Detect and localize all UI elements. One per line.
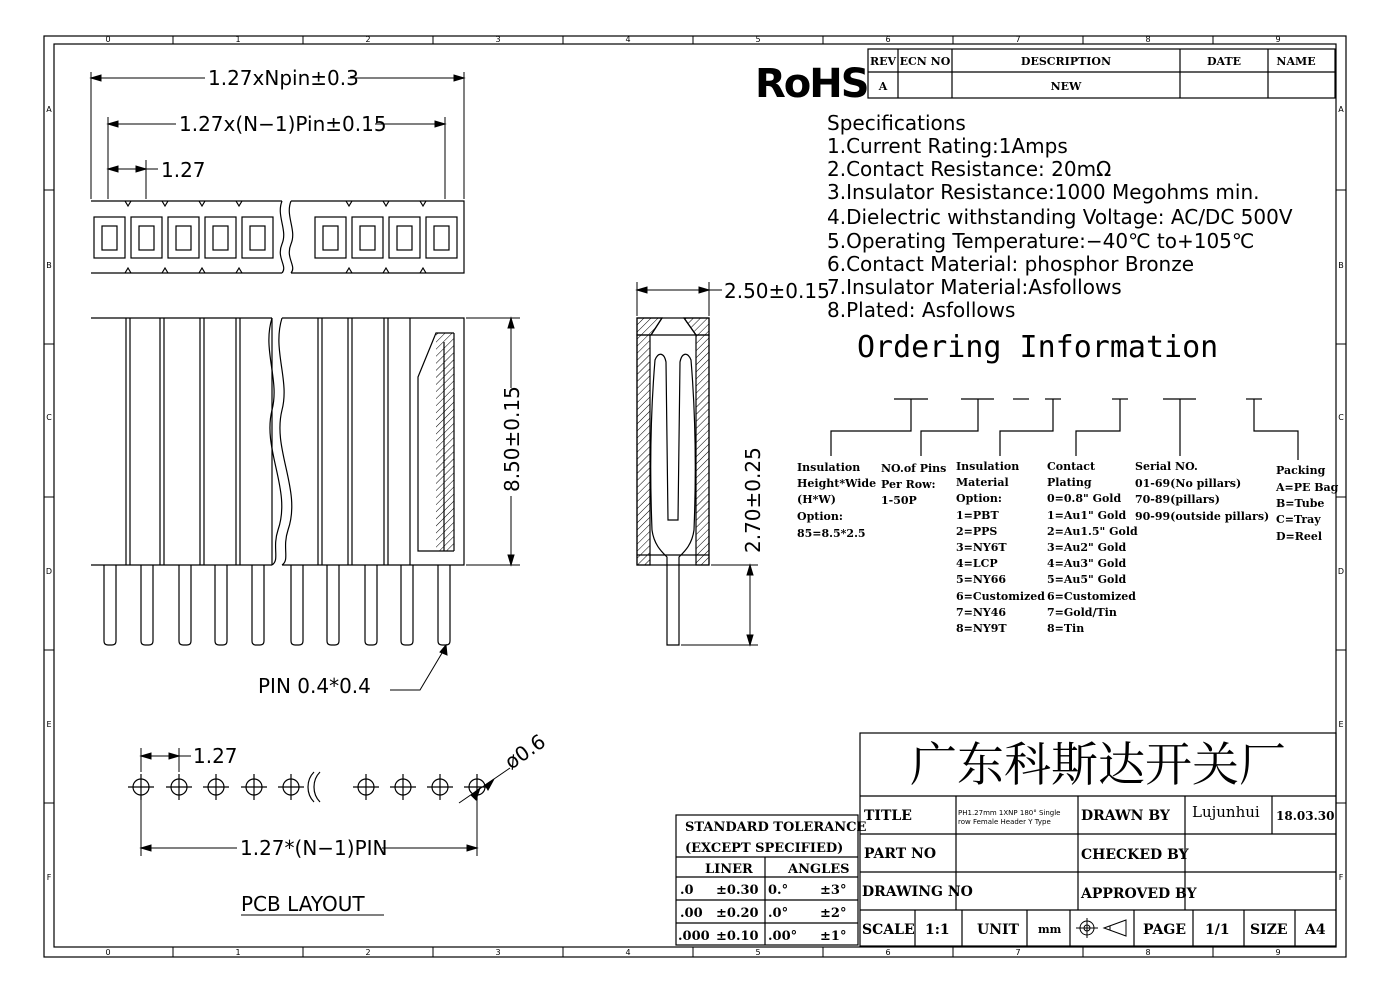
zone-marker: B (1338, 261, 1344, 270)
svg-text:7=NY46: 7=NY46 (956, 606, 1007, 619)
pin-cavity-inner (323, 226, 338, 250)
zone-marker: A (1338, 105, 1344, 114)
svg-text:Packing: Packing (1276, 464, 1326, 477)
spec-item: 1.Current Rating:1Amps (827, 134, 1068, 158)
ordering-leaders (831, 399, 1298, 460)
tolerance-decimal: .000 (678, 929, 710, 944)
specifications-heading: Specifications (827, 111, 966, 135)
hole-diameter-dimension: ø0.6 (500, 729, 550, 775)
company-name: 广东科斯达开关厂 (910, 738, 1286, 793)
pin-cavity-inner (213, 226, 228, 250)
svg-text:C=Tray: C=Tray (1276, 513, 1321, 526)
svg-text:Per Row:: Per Row: (881, 478, 936, 491)
pcb-layout (128, 772, 490, 802)
notch (162, 268, 168, 273)
zone-marker: E (1338, 720, 1344, 729)
zone-marker: C (1338, 413, 1344, 422)
notch (420, 201, 426, 206)
svg-text:NO.of Pins: NO.of Pins (881, 462, 947, 475)
zone-marker: E (46, 720, 52, 729)
title-value: PH1.27mm 1XNP 180° Single (958, 809, 1061, 817)
svg-text:0=0.8" Gold: 0=0.8" Gold (1047, 492, 1122, 505)
svg-text:Option:: Option: (956, 492, 1002, 505)
projection-symbol-icon (1076, 918, 1126, 938)
zone-marker: D (45, 567, 53, 576)
svg-text:4=LCP: 4=LCP (956, 557, 998, 570)
zone-marker: 1 (235, 948, 241, 957)
zone-marker: 2 (365, 35, 371, 44)
zone-marker: 7 (1015, 948, 1021, 957)
pin-cavity (389, 217, 420, 258)
title-label: TITLE (864, 808, 912, 824)
tolerance-angle: ±2° (820, 906, 847, 921)
pitch-total-dimension: 1.27x(N−1)Pin±0.15 (179, 112, 387, 136)
pin-cavity (352, 217, 383, 258)
pin-cavity (426, 217, 457, 258)
svg-text:4=Au3" Gold: 4=Au3" Gold (1047, 557, 1127, 570)
svg-text:70-89(pillars): 70-89(pillars) (1135, 493, 1220, 506)
pin-cavity-inner (397, 226, 412, 250)
pin-cavity-inner (360, 226, 375, 250)
pin-callout-leader (390, 645, 447, 690)
tolerance-title: STANDARD TOLERANCE (685, 820, 867, 835)
checked-by-label: CHECKED BY (1081, 847, 1189, 863)
svg-text:1=PBT: 1=PBT (956, 509, 999, 522)
tolerance-liner: ±0.20 (716, 906, 759, 921)
date-header: DATE (1206, 55, 1242, 68)
svg-text:01-69(No pillars): 01-69(No pillars) (1135, 477, 1242, 490)
spec-item: 6.Contact Material: phosphor Bronze (827, 252, 1195, 276)
svg-text:85=8.5*2.5: 85=8.5*2.5 (797, 527, 866, 540)
pin-cavity-inner (139, 226, 154, 250)
zone-marker: 4 (625, 35, 631, 44)
notch (236, 201, 242, 206)
zone-marker: 5 (755, 35, 761, 44)
pin (401, 565, 413, 645)
pin-cavity (205, 217, 236, 258)
zone-marker: 0 (105, 35, 111, 44)
svg-text:3=Au2" Gold: 3=Au2" Gold (1047, 541, 1127, 554)
pin-cavity (168, 217, 199, 258)
svg-text:Height*Wide: Height*Wide (797, 477, 877, 490)
svg-text:A=PE Bag: A=PE Bag (1276, 481, 1339, 494)
width-dimension: 2.50±0.15 (724, 279, 830, 303)
front-view (91, 318, 464, 645)
description-value: NEW (1050, 80, 1082, 93)
tolerance-angle-decimal: .00° (768, 929, 798, 944)
specifications-block (827, 111, 1293, 322)
svg-text:90-99(outside pillars): 90-99(outside pillars) (1135, 510, 1270, 523)
svg-text:B=Tube: B=Tube (1276, 497, 1325, 510)
size-value: A4 (1305, 922, 1326, 938)
tolerance-angle: ±1° (820, 929, 847, 944)
zone-marker: 0 (105, 948, 111, 957)
svg-text:Plating: Plating (1047, 476, 1092, 489)
pin (327, 565, 339, 645)
svg-text:6=Customized: 6=Customized (956, 590, 1045, 603)
size-label: SIZE (1250, 922, 1288, 938)
spec-item: 7.Insulator Material:Asfollows (827, 275, 1122, 299)
unit-value: mm (1038, 923, 1062, 936)
pin-cavity (242, 217, 273, 258)
spec-item: 8.Plated: Asfollows (827, 298, 1016, 322)
pin-cavity (131, 217, 162, 258)
pin-cavity (315, 217, 346, 258)
zone-marker: 8 (1145, 948, 1151, 957)
page-value: 1/1 (1205, 922, 1230, 938)
zone-marker: D (1337, 567, 1345, 576)
pin-size-dimension: PIN 0.4*0.4 (258, 674, 371, 698)
svg-text:Serial NO.: Serial NO. (1135, 460, 1198, 473)
svg-text:5=NY66: 5=NY66 (956, 573, 1007, 586)
notch (199, 268, 205, 273)
pin-cavity-inner (176, 226, 191, 250)
svg-text:(H*W): (H*W) (797, 493, 836, 506)
packing-option (1275, 464, 1339, 543)
zone-marker: 3 (495, 948, 501, 957)
insulation-height-option (797, 461, 876, 540)
date-value: 18.03.30 (1276, 809, 1335, 823)
revision-table (868, 49, 1335, 98)
title-value: row Female Header Y Type (958, 818, 1051, 826)
spec-item: 2.Contact Resistance: 20mΩ (827, 157, 1112, 181)
pin (179, 565, 191, 645)
svg-text:Option:: Option: (797, 510, 843, 523)
zone-marker: C (46, 413, 52, 422)
liner-header: LINER (705, 862, 753, 877)
tolerance-decimal: .0 (680, 883, 694, 898)
spec-item: 5.Operating Temperature:−40℃ to+105℃ (827, 229, 1255, 253)
notch (199, 201, 205, 206)
page-label: PAGE (1143, 922, 1186, 938)
pin (365, 565, 377, 645)
tolerance-subtitle: (EXCEPT SPECIFIED) (685, 841, 844, 856)
ordering-options (797, 460, 1339, 635)
svg-text:8=NY9T: 8=NY9T (956, 622, 1007, 635)
notch (346, 268, 352, 273)
angles-header: ANGLES (788, 862, 850, 877)
notch (125, 201, 131, 206)
body-height-dimension: 8.50±0.15 (500, 386, 524, 492)
zone-marker: 7 (1015, 35, 1021, 44)
pcb-pitch-dimension: 1.27 (193, 744, 238, 768)
zone-marker: F (46, 873, 52, 882)
svg-text:2=PPS: 2=PPS (956, 525, 998, 538)
notch (236, 268, 242, 273)
pin (252, 565, 264, 645)
pins-per-row-option (881, 462, 946, 507)
ecn-header: ECN NO (899, 55, 951, 68)
spec-item: 4.Dielectric withstanding Voltage: AC/DC 500V (827, 205, 1293, 229)
pin-cavity-inner (102, 226, 117, 250)
tolerance-angle-decimal: .0° (768, 906, 789, 921)
tolerance-decimal: .00 (680, 906, 703, 921)
zone-marker: 6 (885, 35, 891, 44)
contact-plating-option (1047, 460, 1138, 635)
pcb-pitch-total-dimension: 1.27*(N−1)PIN (240, 836, 388, 860)
title-block (860, 733, 1336, 946)
scale-label: SCALE (862, 922, 915, 938)
rohs-mark: RoHS (755, 61, 868, 107)
zone-marker: 3 (495, 35, 501, 44)
drawn-by-label: DRAWN BY (1081, 808, 1170, 824)
svg-text:1-50P: 1-50P (881, 494, 917, 507)
svg-text:Material: Material (956, 476, 1009, 489)
pcb-dimension-lines (141, 748, 510, 915)
tolerance-liner: ±0.30 (716, 883, 759, 898)
approved-by-label: APPROVED BY (1081, 886, 1197, 902)
tolerance-angle: ±3° (820, 883, 847, 898)
svg-text:2=Au1.5" Gold: 2=Au1.5" Gold (1047, 525, 1138, 538)
unit-label: UNIT (977, 922, 1019, 938)
svg-text:6=Customized: 6=Customized (1047, 590, 1136, 603)
zone-marker: 6 (885, 948, 891, 957)
zone-marker: 5 (755, 948, 761, 957)
pcb-layout-label: PCB LAYOUT (241, 892, 365, 916)
svg-text:3=NY6T: 3=NY6T (956, 541, 1007, 554)
svg-text:1=Au1" Gold: 1=Au1" Gold (1047, 509, 1127, 522)
name-header: NAME (1276, 55, 1316, 68)
zone-marker: 9 (1275, 35, 1281, 44)
pitch-dimension: 1.27 (161, 158, 206, 182)
svg-text:7=Gold/Tin: 7=Gold/Tin (1047, 606, 1117, 619)
zone-marker: 4 (625, 948, 631, 957)
tolerance-liner: ±0.10 (716, 929, 759, 944)
pin (438, 565, 450, 645)
zone-marker: 1 (235, 35, 241, 44)
zone-marker: 2 (365, 948, 371, 957)
pin-length-dimension: 2.70±0.25 (741, 447, 765, 553)
zone-marker: 8 (1145, 35, 1151, 44)
pin (104, 565, 116, 645)
svg-text:5=Au5" Gold: 5=Au5" Gold (1047, 573, 1127, 586)
top-view (91, 201, 464, 273)
svg-text:D=Reel: D=Reel (1276, 530, 1323, 543)
pin-cavity-inner (434, 226, 449, 250)
zone-marker: A (46, 105, 52, 114)
overall-length-dimension: 1.27xNpin±0.3 (208, 66, 359, 90)
pin (141, 565, 153, 645)
insulation-material-option (956, 460, 1045, 635)
notch (383, 268, 389, 273)
pin (215, 565, 227, 645)
svg-text:Insulation: Insulation (956, 460, 1020, 473)
svg-text:Contact: Contact (1047, 460, 1096, 473)
zone-marker: B (46, 261, 52, 270)
tolerance-angle-decimal: 0.° (768, 883, 789, 898)
notch (125, 268, 131, 273)
svg-text:Insulation: Insulation (797, 461, 861, 474)
pin-cavity (94, 217, 125, 258)
description-header: DESCRIPTION (1020, 55, 1112, 68)
drawing-no-label: DRAWING NO (862, 884, 973, 900)
scale-value: 1:1 (925, 922, 950, 938)
pin-cavity-inner (250, 226, 265, 250)
notch (162, 201, 168, 206)
ordering-title: Ordering Information (857, 330, 1219, 365)
zone-marker: 9 (1275, 948, 1281, 957)
notch (346, 201, 352, 206)
notch (383, 201, 389, 206)
rev-value: A (878, 80, 888, 93)
part-no-label: PART NO (864, 846, 937, 862)
svg-text:8=Tin: 8=Tin (1047, 622, 1085, 635)
serial-no-option (1135, 460, 1269, 523)
drawn-by-value: Lujunhui (1192, 803, 1260, 821)
tolerance-table (676, 815, 866, 945)
pin (291, 565, 303, 645)
spec-item: 3.Insulator Resistance:1000 Megohms min. (827, 180, 1260, 204)
notch (420, 268, 426, 273)
rev-header: REV (869, 55, 897, 68)
side-view (637, 318, 709, 645)
zone-marker: F (1338, 873, 1344, 882)
